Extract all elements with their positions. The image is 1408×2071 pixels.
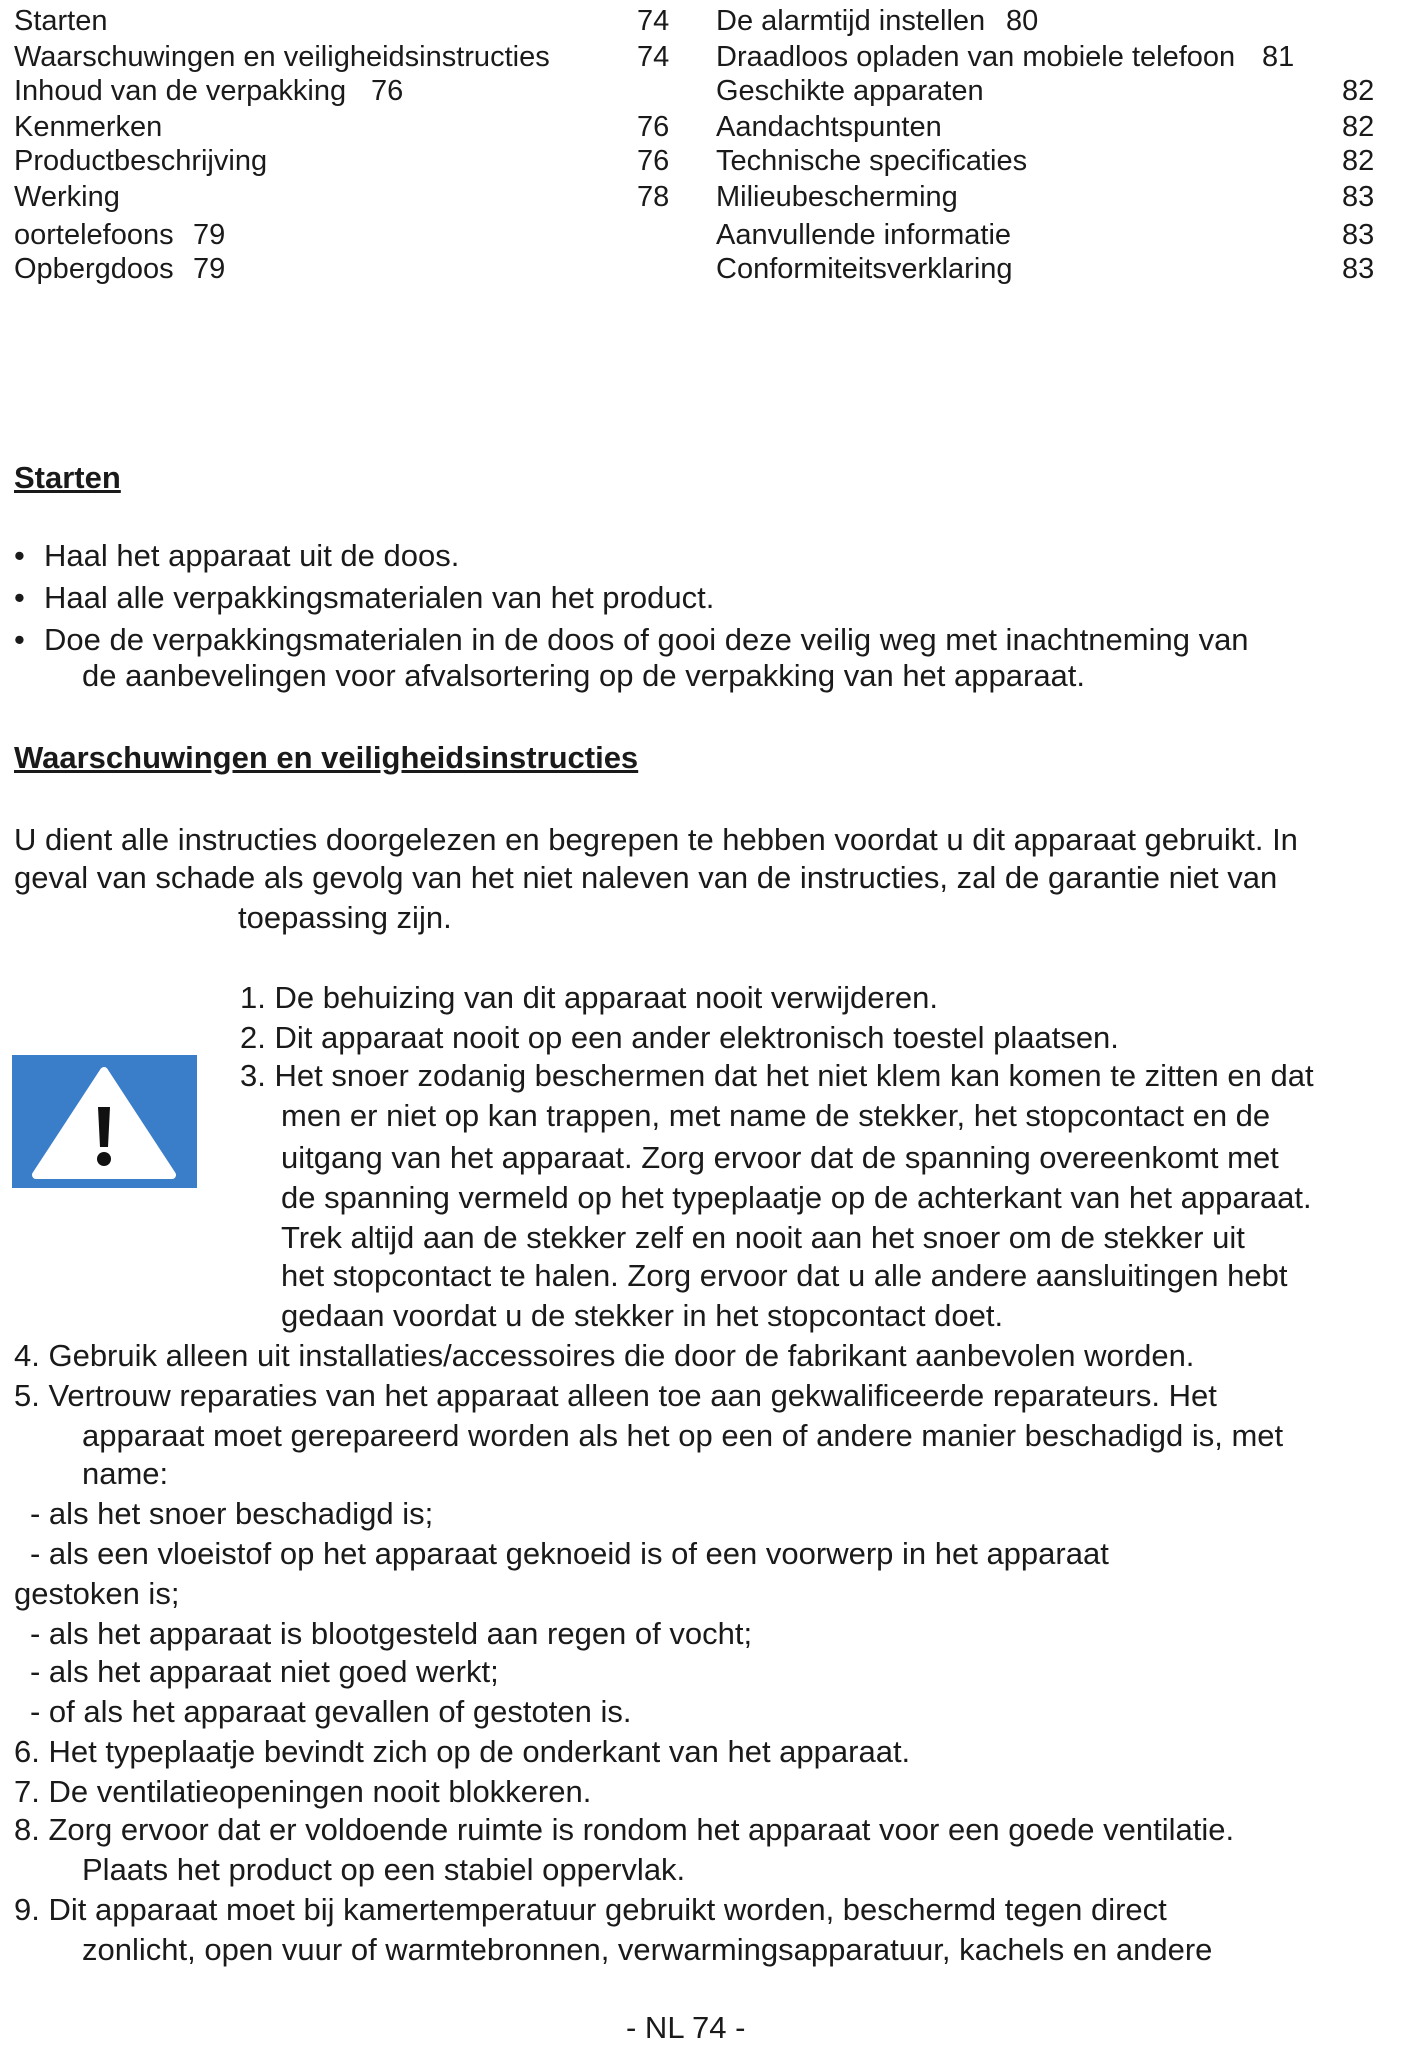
bullet-marker: • [14,622,25,657]
intro-line: toepassing zijn. [238,900,452,935]
list-item: 5. Vertrouw reparaties van het apparaat alleen toe aan gekwalificeerde reparateurs. Het [14,1378,1217,1413]
intro-line: U dient alle instructies doorgelezen en begrepen te hebben voordat u dit apparaat gebruikt. In [14,822,1298,857]
list-item-continuation: het stopcontact te halen. Zorg ervoor dat u alle andere aansluitingen hebt [281,1258,1288,1293]
toc-right-label[interactable]: Draadloos opladen van mobiele telefoon [716,41,1236,73]
toc-left-page: 74 [637,41,670,73]
toc-left-label[interactable]: Inhoud van de verpakking [14,75,347,107]
list-item: 9. Dit apparaat moet bij kamertemperatuur gebruikt worden, beschermd tegen direct [14,1892,1167,1927]
list-item: 3. Het snoer zodanig beschermen dat het niet klem kan komen te zitten en dat [240,1058,1314,1093]
toc-left-page: 79 [193,253,226,285]
list-item: 7. De ventilatieopeningen nooit blokkeren. [14,1774,592,1809]
list-item-continuation: gedaan voordat u de stekker in het stopcontact doet. [281,1298,1004,1333]
list-item-continuation: de spanning vermeld op het typeplaatje op de achterkant van het apparaat. [281,1180,1312,1215]
list-item-continuation: Plaats het product op een stabiel oppervlak. [82,1852,686,1887]
list-item: 4. Gebruik alleen uit installaties/accessoires die door de fabrikant aanbevolen worden. [14,1338,1195,1373]
toc-right-label[interactable]: De alarmtijd instellen [716,5,986,37]
toc-right-page: 82 [1342,111,1375,143]
toc-right-label[interactable]: Geschikte apparaten [716,75,984,107]
list-item: 2. Dit apparaat nooit op een ander elektronisch toestel plaatsen. [240,1020,1119,1055]
sub-item: - als het snoer beschadigd is; [30,1496,434,1531]
toc-left-label[interactable]: Opbergdoos [14,253,174,285]
toc-right-label[interactable]: Milieubescherming [716,181,958,213]
toc-right-page: 83 [1342,181,1375,213]
toc-right-label[interactable]: Aanvullende informatie [716,219,1012,251]
sub-item: - of als het apparaat gevallen of gestoten is. [30,1694,632,1729]
list-item-continuation: apparaat moet gerepareerd worden als het op een of andere manier beschadigd is, met [82,1418,1284,1453]
list-item-continuation: uitgang van het apparaat. Zorg ervoor dat de spanning overeenkomt met [281,1140,1279,1175]
toc-right-page: 83 [1342,219,1375,251]
toc-left-label[interactable]: Waarschuwingen en veiligheidsinstructies [14,41,550,73]
toc-left-label[interactable]: Werking [14,181,120,213]
list-item: 1. De behuizing van dit apparaat nooit verwijderen. [240,980,938,1015]
toc-right-label[interactable]: Aandachtspunten [716,111,942,143]
bullet-text-continuation: de aanbevelingen voor afvalsortering op de verpakking van het apparaat. [82,658,1086,693]
page-number: - NL 74 - [626,2010,746,2045]
toc-left-page: 76 [637,145,670,177]
sub-item: - als een vloeistof op het apparaat geknoeid is of een voorwerp in het apparaat [30,1536,1109,1571]
toc-right-page: 82 [1342,145,1375,177]
toc-right-page: 81 [1262,41,1295,73]
toc-left-label[interactable]: oortelefoons [14,219,174,251]
list-item: 6. Het typeplaatje bevindt zich op de onderkant van het apparaat. [14,1734,911,1769]
bullet-marker: • [14,580,25,615]
bullet-text: Doe de verpakkingsmaterialen in de doos of gooi deze veilig weg met inachtneming van [44,622,1249,657]
toc-right-page: 83 [1342,253,1375,285]
toc-left-page: 76 [371,75,404,107]
sub-item-continuation: gestoken is; [14,1576,180,1611]
warning-icon [12,1055,197,1188]
bullet-text: Haal alle verpakkingsmaterialen van het product. [44,580,715,615]
bullet-marker: • [14,538,25,573]
toc-right-label[interactable]: Conformiteitsverklaring [716,253,1013,285]
toc-left-page: 79 [193,219,226,251]
toc-left-page: 76 [637,111,670,143]
toc-right-label[interactable]: Technische specificaties [716,145,1028,177]
section-heading-warnings: Waarschuwingen en veiligheidsinstructies [14,740,639,775]
list-item: 8. Zorg ervoor dat er voldoende ruimte is rondom het apparaat voor een goede ventilatie. [14,1812,1235,1847]
intro-line: geval van schade als gevolg van het niet naleven van de instructies, zal de garantie niet van [14,860,1278,895]
list-item-continuation: name: [82,1456,169,1491]
list-item-continuation: zonlicht, open vuur of warmtebronnen, verwarmingsapparatuur, kachels en andere [82,1932,1213,1967]
toc-left-label[interactable]: Starten [14,5,108,37]
toc-left-page: 74 [637,5,670,37]
toc-right-page: 80 [1006,5,1039,37]
section-heading-starten: Starten [14,460,121,495]
toc-left-label[interactable]: Productbeschrijving [14,145,268,177]
sub-item: - als het apparaat is blootgesteld aan regen of vocht; [30,1616,753,1651]
toc-left-page: 78 [637,181,670,213]
list-item-continuation: Trek altijd aan de stekker zelf en nooit aan het snoer om de stekker uit [281,1220,1245,1255]
list-item-continuation: men er niet op kan trappen, met name de stekker, het stopcontact en de [281,1098,1271,1133]
bullet-text: Haal het apparaat uit de doos. [44,538,460,573]
toc-left-label[interactable]: Kenmerken [14,111,163,143]
sub-item: - als het apparaat niet goed werkt; [30,1654,499,1689]
toc-right-page: 82 [1342,75,1375,107]
